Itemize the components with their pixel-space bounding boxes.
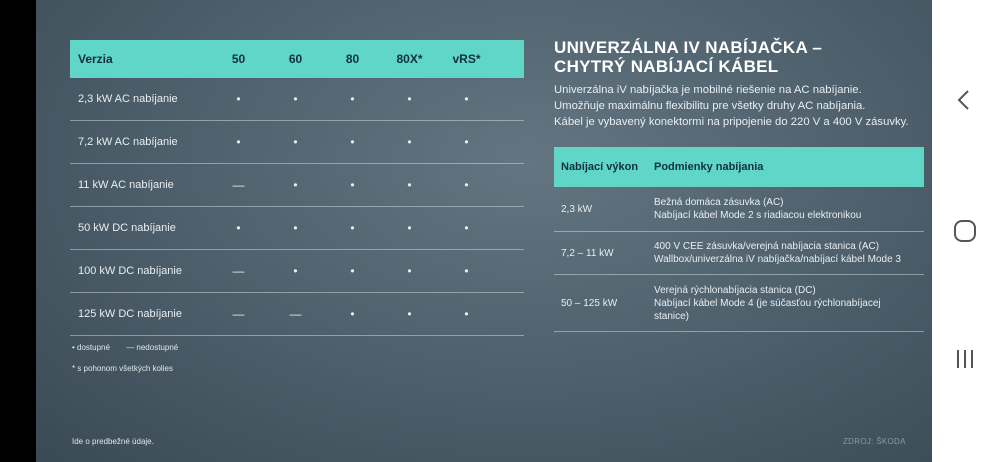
cell: • xyxy=(350,135,355,149)
table-header xyxy=(70,40,524,78)
cell: — xyxy=(232,307,245,321)
cell: • xyxy=(464,221,469,235)
cell: • xyxy=(293,135,298,149)
cell: • xyxy=(350,307,355,321)
row-label: 11 kW AC nabíjanie xyxy=(78,179,174,191)
table-row xyxy=(70,121,524,164)
charging-conditions-table xyxy=(554,147,924,332)
header-80x: 80X* xyxy=(396,52,423,66)
table-row xyxy=(554,275,924,332)
power-value: 7,2 – 11 kW xyxy=(561,247,614,259)
cell: • xyxy=(350,178,355,192)
charging-versions-table xyxy=(70,40,524,336)
cell: • xyxy=(464,92,469,106)
conditions-line: Bežná domáca zásuvka (AC) xyxy=(654,197,784,208)
header-60: 60 xyxy=(288,52,303,66)
conditions-line: 400 V CEE zásuvka/verejná nabíjacia stanica (AC) xyxy=(654,241,880,252)
cell: • xyxy=(350,264,355,278)
row-label: 100 kW DC nabíjanie xyxy=(78,265,182,277)
source-label: ZDROJ: ŠKODA xyxy=(843,437,906,446)
cell: • xyxy=(464,307,469,321)
table-row xyxy=(70,293,524,336)
cell: • xyxy=(350,92,355,106)
table-row xyxy=(70,164,524,207)
cell: • xyxy=(407,92,412,106)
legend-unavailable: — nedostupné xyxy=(126,343,179,352)
conditions-line: Verejná rýchlonabíjacia stanica (DC) xyxy=(654,284,816,296)
row-label: 50 kW DC nabíjanie xyxy=(78,222,176,234)
cell: • xyxy=(464,178,469,192)
conditions-line: Nabíjací kábel Mode 2 s riadiacou elektronikou xyxy=(654,210,862,221)
footnote: * s pohonom všetkých kolies xyxy=(72,364,173,373)
row-label: 125 kW DC nabíjanie xyxy=(78,308,182,320)
header-conditions: Podmienky nabíjania xyxy=(654,161,764,173)
power-value: 2,3 kW xyxy=(561,203,593,215)
table-row xyxy=(554,187,924,232)
system-navigation-bar xyxy=(932,0,1000,462)
title-line: UNIVERZÁLNA IV NABÍJAČKA – xyxy=(554,38,823,57)
desc-line: Kábel je vybavený konektormi na pripojenie do 220 V a 400 V zásuvky. xyxy=(554,116,909,128)
recents-icon[interactable] xyxy=(954,348,976,375)
header-vrs: vRS* xyxy=(452,52,481,66)
power-value: 50 – 125 kW xyxy=(561,297,618,309)
title-line: CHYTRÝ NABÍJACÍ KÁBEL xyxy=(554,57,779,76)
table-row xyxy=(70,78,524,121)
cell: • xyxy=(293,178,298,192)
table-row xyxy=(70,250,524,293)
cell: — xyxy=(232,178,245,192)
conditions-value xyxy=(654,196,924,222)
section-title xyxy=(554,38,932,76)
table-row xyxy=(554,232,924,275)
disclaimer: Ide o predbežné údaje. xyxy=(72,437,154,446)
presentation-slide xyxy=(36,0,932,462)
row-label: 7,2 kW AC nabíjanie xyxy=(78,136,178,148)
row-label: 2,3 kW AC nabíjanie xyxy=(78,93,178,105)
desc-line: Univerzálna iV nabíjačka je mobilné riešenie na AC nabíjanie. xyxy=(554,84,862,96)
cell: • xyxy=(464,135,469,149)
cell: • xyxy=(236,135,241,149)
cell: • xyxy=(236,92,241,106)
conditions-line: Nabíjací kábel Mode 4 (je súčasťou rýchlonabíjacej stanice) xyxy=(654,297,881,322)
home-icon[interactable] xyxy=(953,219,977,248)
conditions-line: Wallbox/univerzálna iV nabíjačka/nabíjací kábel Mode 3 xyxy=(654,254,901,265)
chevron-left-icon[interactable] xyxy=(956,89,972,116)
header-50: 50 xyxy=(231,52,246,66)
cell: • xyxy=(407,307,412,321)
cell: • xyxy=(407,264,412,278)
cell: • xyxy=(293,221,298,235)
cell: • xyxy=(407,135,412,149)
table-row xyxy=(70,207,524,250)
cell: — xyxy=(232,264,245,278)
section-description xyxy=(554,82,932,130)
header-power: Nabíjací výkon xyxy=(561,161,639,173)
conditions-value xyxy=(654,284,924,323)
cell: • xyxy=(293,92,298,106)
cell: • xyxy=(464,264,469,278)
cell: • xyxy=(407,221,412,235)
cell: • xyxy=(407,178,412,192)
header-version: Verzia xyxy=(78,52,113,66)
desc-line: Umožňuje maximálnu flexibilitu pre všetky druhy AC nabíjania. xyxy=(554,100,866,112)
conditions-value xyxy=(654,240,924,266)
cell: — xyxy=(289,307,302,321)
table-legend xyxy=(72,343,192,352)
cell: • xyxy=(293,264,298,278)
legend-available: • dostupné xyxy=(72,343,110,352)
cell: • xyxy=(350,221,355,235)
table-header xyxy=(554,147,924,187)
header-80: 80 xyxy=(345,52,360,66)
cell: • xyxy=(236,221,241,235)
